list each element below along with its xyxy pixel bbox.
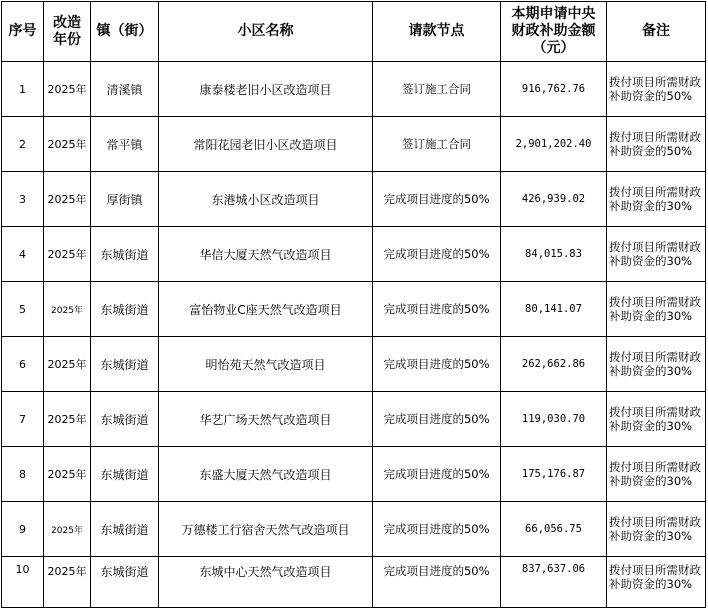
cell-note	[607, 117, 706, 172]
cell-year: 2025年	[44, 502, 91, 557]
note-line1: 拨付项目所需财政	[609, 295, 701, 309]
cell-amount: 916,762.76	[501, 62, 607, 117]
header-amount-line1: 本期申请中央	[511, 6, 596, 22]
cell-node: 签订施工合同	[373, 62, 501, 117]
note-line1: 拨付项目所需财政	[609, 130, 701, 144]
header-node: 请款节点	[373, 2, 501, 62]
cell-node: 完成项目进度的50%	[373, 392, 501, 447]
cell-node: 完成项目进度的50%	[373, 337, 501, 392]
cell-town: 东城街道	[91, 227, 159, 282]
note-line1: 拨付项目所需财政	[609, 563, 701, 577]
funding-table	[1, 1, 706, 608]
note-line2: 补助资金的30%	[609, 199, 693, 213]
table-row	[2, 282, 706, 337]
cell-amount: 426,939.02	[501, 172, 607, 227]
cell-amount: 84,015.83	[501, 227, 607, 282]
note-line1: 拨付项目所需财政	[609, 350, 701, 364]
cell-node: 完成项目进度的50%	[373, 557, 501, 608]
note-line2: 补助资金的30%	[609, 419, 693, 433]
header-row	[2, 2, 706, 62]
cell-name: 万德楼工行宿舍天然气改造项目	[159, 502, 373, 557]
cell-name: 明怡苑天然气改造项目	[159, 337, 373, 392]
cell-seq: 8	[2, 447, 44, 502]
header-year-line1: 改造	[53, 14, 81, 31]
header-town: 镇（街）	[91, 2, 159, 62]
note-line1: 拨付项目所需财政	[609, 515, 701, 529]
cell-amount: 66,056.75	[501, 502, 607, 557]
note-line2: 补助资金的30%	[609, 529, 693, 543]
cell-node: 完成项目进度的50%	[373, 447, 501, 502]
cell-seq: 4	[2, 227, 44, 282]
cell-amount: 837,637.06	[501, 557, 607, 608]
cell-town: 东城街道	[91, 337, 159, 392]
cell-note	[607, 337, 706, 392]
note-line2: 补助资金的30%	[609, 254, 693, 268]
cell-year: 2025年	[44, 227, 91, 282]
note-line1: 拨付项目所需财政	[609, 185, 701, 199]
table-row	[2, 337, 706, 392]
cell-town: 东城街道	[91, 392, 159, 447]
cell-name: 东盛大厦天然气改造项目	[159, 447, 373, 502]
note-line2: 补助资金的50%	[609, 89, 693, 103]
header-amount-line2: 财政补助金额	[511, 23, 596, 39]
cell-seq: 7	[2, 392, 44, 447]
cell-seq: 5	[2, 282, 44, 337]
cell-seq: 6	[2, 337, 44, 392]
cell-note	[607, 447, 706, 502]
cell-year: 2025年	[44, 392, 91, 447]
cell-note	[607, 62, 706, 117]
cell-node: 完成项目进度的50%	[373, 227, 501, 282]
table-row	[2, 62, 706, 117]
cell-node: 完成项目进度的50%	[373, 282, 501, 337]
header-note: 备注	[607, 2, 706, 62]
cell-amount: 80,141.07	[501, 282, 607, 337]
header-amount-line3: （元）	[532, 40, 575, 56]
cell-seq: 2	[2, 117, 44, 172]
cell-amount: 175,176.87	[501, 447, 607, 502]
note-line2: 补助资金的30%	[609, 309, 693, 323]
header-year	[44, 2, 91, 62]
cell-town: 东城街道	[91, 502, 159, 557]
cell-note	[607, 282, 706, 337]
header-name: 小区名称	[159, 2, 373, 62]
table-row	[2, 172, 706, 227]
note-line2: 补助资金的30%	[609, 474, 693, 488]
table-row	[2, 227, 706, 282]
table-row	[2, 502, 706, 557]
cell-year: 2025年	[44, 557, 91, 608]
cell-town: 清溪镇	[91, 62, 159, 117]
note-line1: 拨付项目所需财政	[609, 460, 701, 474]
cell-year: 2025年	[44, 117, 91, 172]
table-row	[2, 392, 706, 447]
cell-town: 东城街道	[91, 282, 159, 337]
header-seq: 序号	[2, 2, 44, 62]
cell-amount: 262,662.86	[501, 337, 607, 392]
cell-name: 华信大厦天然气改造项目	[159, 227, 373, 282]
note-line2: 补助资金的30%	[609, 577, 693, 591]
cell-note	[607, 227, 706, 282]
cell-town: 东城街道	[91, 557, 159, 608]
cell-amount: 2,901,202.40	[501, 117, 607, 172]
cell-year: 2025年	[44, 447, 91, 502]
cell-town: 厚街镇	[91, 172, 159, 227]
cell-name: 东港城小区改造项目	[159, 172, 373, 227]
table-row	[2, 557, 706, 608]
note-line2: 补助资金的30%	[609, 364, 693, 378]
cell-year: 2025年	[44, 172, 91, 227]
cell-year: 2025年	[44, 62, 91, 117]
cell-name: 康泰楼老旧小区改造项目	[159, 62, 373, 117]
header-amount	[501, 2, 607, 62]
note-line1: 拨付项目所需财政	[609, 240, 701, 254]
cell-seq: 9	[2, 502, 44, 557]
cell-note	[607, 557, 706, 608]
cell-seq: 1	[2, 62, 44, 117]
cell-node: 签订施工合同	[373, 117, 501, 172]
cell-year: 2025年	[44, 282, 91, 337]
table-row	[2, 117, 706, 172]
cell-town: 东城街道	[91, 447, 159, 502]
cell-seq: 10	[2, 557, 44, 608]
cell-year: 2025年	[44, 337, 91, 392]
cell-node: 完成项目进度的50%	[373, 172, 501, 227]
cell-seq: 3	[2, 172, 44, 227]
note-line1: 拨付项目所需财政	[609, 405, 701, 419]
cell-name: 东城中心天然气改造项目	[159, 557, 373, 608]
cell-note	[607, 392, 706, 447]
header-year-line2: 年份	[53, 31, 81, 48]
cell-town: 常平镇	[91, 117, 159, 172]
cell-name: 常阳花园老旧小区改造项目	[159, 117, 373, 172]
cell-note	[607, 502, 706, 557]
cell-node: 完成项目进度的50%	[373, 502, 501, 557]
cell-name: 华艺广场天然气改造项目	[159, 392, 373, 447]
cell-name: 富怡物业C座天然气改造项目	[159, 282, 373, 337]
cell-note	[607, 172, 706, 227]
note-line2: 补助资金的50%	[609, 144, 693, 158]
note-line1: 拨付项目所需财政	[609, 75, 701, 89]
cell-amount: 119,030.70	[501, 392, 607, 447]
table-row	[2, 447, 706, 502]
